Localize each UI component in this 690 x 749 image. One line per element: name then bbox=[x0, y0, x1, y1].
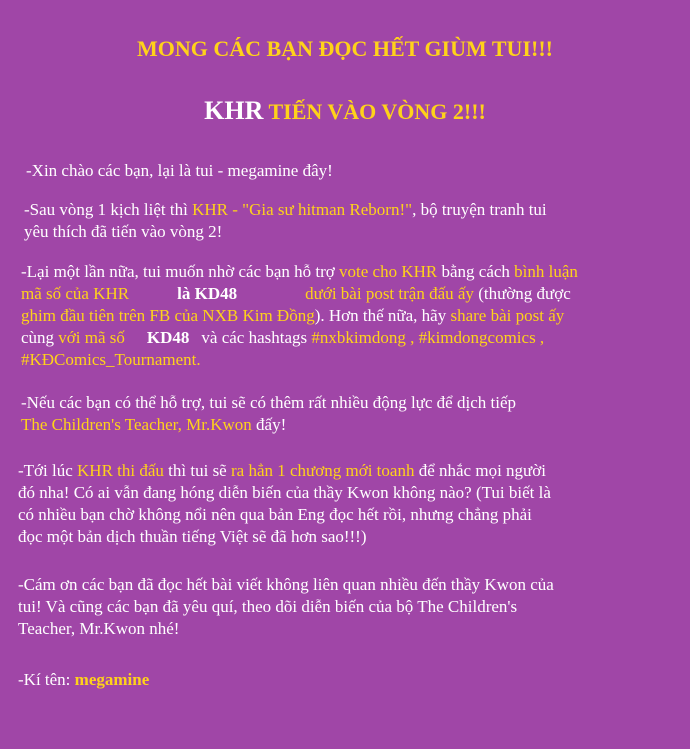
code-kd48: KD48 bbox=[146, 328, 190, 347]
thanks-line-3: Teacher, Mr.Kwon nhé! bbox=[18, 619, 180, 638]
text: cùng bbox=[21, 328, 59, 347]
text: -Sau vòng 1 kịch liệt thì bbox=[24, 200, 193, 219]
support-line-2 bbox=[21, 414, 516, 436]
highlight: với mã số bbox=[58, 328, 125, 347]
text: -Lại một lần nữa, tui muốn nhờ các bạn hỗ trợ bbox=[21, 262, 340, 281]
highlight: bình luận bbox=[514, 262, 578, 281]
text: (thường được bbox=[473, 284, 571, 303]
paragraph-greeting bbox=[26, 160, 333, 182]
highlight: ghim đầu tiên trên FB của NXB Kim Đồng bbox=[21, 306, 315, 325]
code-kd48: là KD48 bbox=[177, 284, 238, 303]
highlight: share bài post ấy bbox=[450, 306, 565, 325]
sub-heading-khr: KHR bbox=[204, 96, 264, 125]
greeting-line: -Xin chào các bạn, lại là tui - megamine đây! bbox=[26, 161, 333, 180]
text: bằng cách bbox=[437, 262, 515, 281]
support-line-1: -Nếu các bạn có thể hỗ trợ, tui sẽ có thêm rất nhiều động lực để dịch tiếp bbox=[21, 393, 516, 412]
text: đấy! bbox=[251, 415, 287, 434]
chapter-line-3: có nhiều bạn chờ không nổi nên qua bản Eng đọc hết rồi, nhưng chẳng phải bbox=[18, 505, 532, 524]
vote-line-1 bbox=[21, 261, 578, 283]
paragraph-round-one bbox=[24, 199, 547, 243]
main-heading: MONG CÁC BẠN ĐỌC HẾT GIÙM TUI!!! bbox=[137, 36, 553, 61]
sub-heading-rest: TIẾN VÀO VÒNG 2!!! bbox=[263, 99, 486, 124]
paragraph-signature bbox=[18, 669, 149, 691]
round-one-line-1 bbox=[24, 199, 547, 221]
highlight: ra hẳn 1 chương mới toanh bbox=[230, 461, 415, 480]
paragraph-vote-request bbox=[21, 261, 578, 371]
signature-line bbox=[18, 669, 149, 691]
text: và các hashtags bbox=[201, 328, 312, 347]
highlight: The Children's Teacher, Mr.Kwon bbox=[21, 415, 252, 434]
vote-line-3 bbox=[21, 305, 578, 327]
chapter-line-2: đó nha! Có ai vẫn đang hóng diễn biến của thầy Kwon không nào? (Tui biết là bbox=[18, 483, 551, 502]
sub-heading bbox=[0, 96, 690, 126]
text: , bộ truyện tranh tui bbox=[412, 200, 547, 219]
highlight: mã số của KHR bbox=[21, 284, 130, 303]
paragraph-thanks bbox=[18, 574, 554, 640]
vote-line-2 bbox=[21, 283, 578, 305]
text: thì tui sẽ bbox=[163, 461, 231, 480]
thanks-line-1: -Cám ơn các bạn đã đọc hết bài viết không liên quan nhiều đến thầy Kwon của bbox=[18, 575, 554, 594]
text: ). Hơn thế nữa, hãy bbox=[314, 306, 451, 325]
round-one-line-2: yêu thích đã tiến vào vòng 2! bbox=[24, 222, 223, 241]
thanks-line-2: tui! Và cũng các bạn đã yêu quí, theo dõi diễn biến của bộ The Children's bbox=[18, 597, 518, 616]
text: để nhắc mọi người bbox=[414, 461, 546, 480]
vote-line-5: #KĐComics_Tournament. bbox=[21, 350, 201, 369]
paragraph-support bbox=[21, 392, 516, 436]
signature-name: megamine bbox=[74, 670, 150, 689]
hashtags: #nxbkimdong , #kimdongcomics , bbox=[311, 328, 545, 347]
text: -Tới lúc bbox=[18, 461, 78, 480]
chapter-line-4: đọc một bản dịch thuần tiếng Việt sẽ đã hơn sao!!!) bbox=[18, 527, 367, 546]
paragraph-new-chapter bbox=[18, 460, 551, 548]
vote-line-4 bbox=[21, 327, 578, 349]
highlight: KHR - "Gia sư hitman Reborn!" bbox=[192, 200, 413, 219]
signature-label: -Kí tên: bbox=[18, 670, 75, 689]
highlight: KHR thi đấu bbox=[77, 461, 164, 480]
highlight: vote cho KHR bbox=[339, 262, 438, 281]
highlight: dưới bài post trận đấu ấy bbox=[305, 284, 474, 303]
chapter-line-1 bbox=[18, 460, 551, 482]
